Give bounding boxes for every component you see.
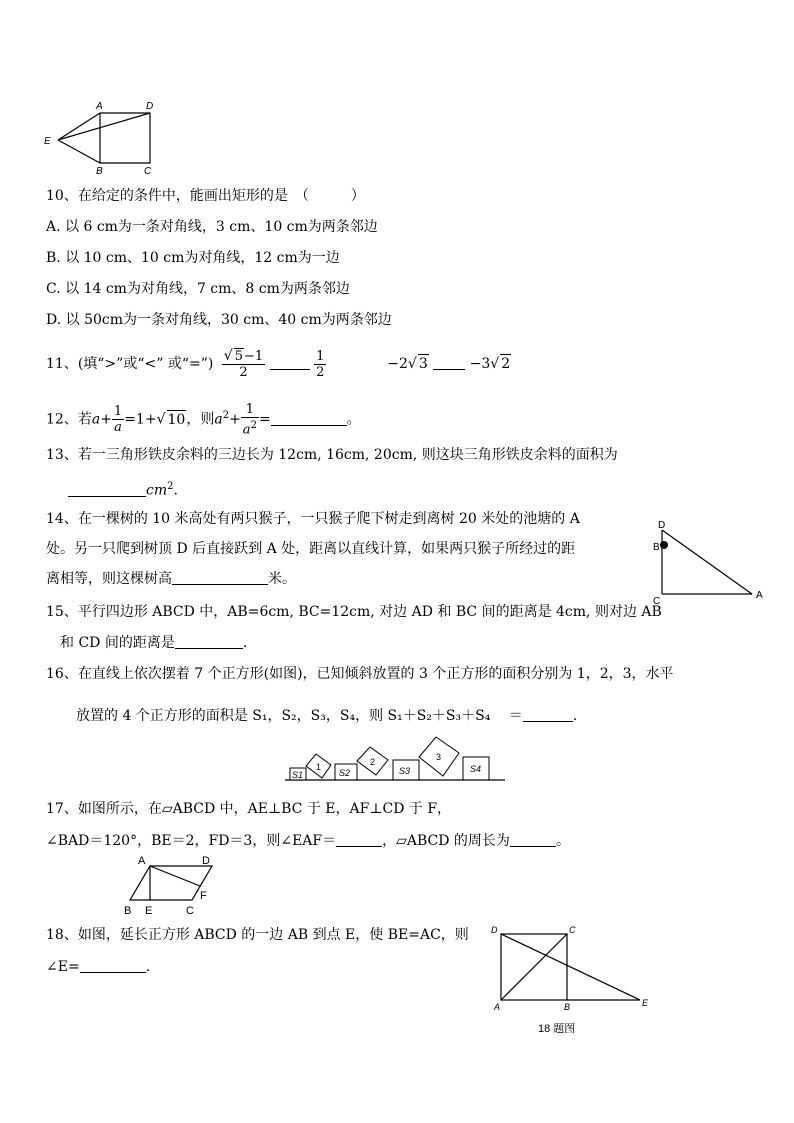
q12-frac2-den-exp: 2: [250, 420, 257, 431]
q14-figure-label-c: C: [653, 596, 661, 607]
q13-answer-line: [68, 478, 178, 500]
q12-line: 12、若a+ $\frac{1}{a}$ =1+√ 10，则$a^2+$ $\frac{1}{a^2}$ = 。: [46, 402, 361, 438]
q11-frac2: [314, 349, 326, 380]
q17-figure-label-f: F: [200, 890, 207, 902]
q17-figure-label-a: A: [138, 855, 146, 867]
q17-line1: 17、如图所示，在▱ABCD 中，AE⊥BC 于 E，AF⊥CD 于 F，: [46, 801, 452, 817]
q14-figure: [648, 516, 768, 608]
q16-line2-suffix: .: [572, 708, 578, 724]
q16-line1: 16、在直线上依次摆着 7 个正方形(如图)，已知倾斜放置的 3 个正方形的面积分别为 1，2，3，水平: [46, 666, 674, 682]
q16-figure-label-1: 1: [316, 762, 322, 772]
q14-line3-prefix: 离相等，则这棵树高: [46, 571, 172, 587]
top-figure-label-e: E: [44, 136, 51, 147]
q17-line2-c: 。: [555, 833, 570, 849]
q12-frac2-den-var: a: [242, 422, 251, 438]
top-figure-label-b: B: [96, 166, 103, 176]
q10-option-a: A. 以 6 cm为一条对角线，3 cm、10 cm为两条邻边: [46, 219, 378, 235]
q16-figure-label-s3: S3: [399, 766, 411, 776]
q14-line3: [46, 570, 296, 588]
q11-blank-2[interactable]: [433, 355, 465, 370]
q16-blank[interactable]: [523, 707, 573, 722]
q13-unit: cm: [146, 482, 168, 499]
q18-figure-label-d: D: [491, 925, 498, 935]
q17-figure-label-c: C: [186, 905, 194, 917]
top-figure-label-c: C: [144, 166, 152, 176]
q11-frac1-num-tail: −1: [243, 349, 264, 364]
q18-figure: [488, 920, 658, 1014]
q18-blank[interactable]: [80, 958, 146, 973]
q17-line2: [46, 832, 570, 850]
q12-frac2: [241, 402, 259, 437]
q17-figure-label-e: E: [145, 905, 153, 917]
top-figure: [40, 98, 170, 176]
q14-figure-label-b: B: [653, 542, 660, 553]
q13-end: .: [173, 482, 178, 499]
q18-line2-suffix: .: [145, 959, 151, 975]
q16-line2-prefix: 放置的 4 个正方形的面积是 S₁，S₂，S₃，S₄，则 S₁＋S₂＋S₃＋S₄ ＝: [76, 708, 523, 724]
q12-prefix: 12、若: [46, 411, 92, 428]
q18-figure-label-b: B: [564, 1002, 571, 1012]
q15-line2-prefix: 和 CD 间的距离是: [60, 635, 175, 651]
q14-figure-label-d: D: [658, 520, 666, 531]
q11-frac1-radicand: 5: [234, 349, 243, 364]
q14-line3-suffix: 米。: [268, 571, 296, 587]
q11-frac2-den: 2: [316, 364, 325, 380]
q16-line2: [76, 707, 577, 725]
q13-unit-exp: 2: [167, 481, 174, 492]
q17-blank-2[interactable]: [510, 832, 556, 847]
q14-line1: 14、在一棵树的 10 米高处有两只猴子，一只猴子爬下树走到离树 20 米处的池塘的 A: [46, 511, 580, 527]
q12-plus2: +: [229, 411, 241, 428]
q11-prefix: 11、(填“>”或“<” 或“=”): [46, 356, 214, 372]
q14-line2: 处。另一只爬到树顶 D 后直接跃到 A 处，距离以直线计算，如果两只猴子所经过的距: [46, 541, 576, 557]
q13-text: 13、若一三角形铁皮余料的三边长为 12cm, 16cm, 20cm, 则这块三角形铁皮余料的面积为: [46, 447, 618, 463]
q12-mid: ，则: [186, 411, 215, 428]
q15-blank[interactable]: [175, 634, 243, 649]
q14-blank[interactable]: [172, 570, 268, 585]
q16-figure-label-s2: S2: [339, 768, 351, 778]
q12-blank[interactable]: [271, 411, 347, 426]
q12-var: a: [91, 411, 101, 428]
q10-option-c: C. 以 14 cm为对角线，7 cm、8 cm为两条邻边: [46, 281, 350, 297]
q18-figure-label-a: A: [494, 1002, 501, 1012]
q17-line2-b: ，▱ABCD 的周长为: [382, 833, 510, 849]
q14-figure-label-a: A: [756, 590, 763, 601]
q12-var2: a: [214, 411, 223, 428]
q18-line2: [46, 958, 150, 976]
q11-frac1-den: 2: [239, 365, 248, 380]
top-figure-label-d: D: [146, 101, 154, 112]
q16-figure-label-3: 3: [436, 752, 442, 762]
q15-line1: 15、平行四边形 ABCD 中，AB=6cm, BC=12cm, 对边 AD 和 BC 间的距离是 4cm, 则对边 AB: [46, 604, 662, 620]
q13-blank[interactable]: [68, 482, 146, 497]
q12-eq-part: =1+: [124, 411, 157, 428]
q18-caption: 18 题图: [538, 1023, 576, 1035]
q11-expr2-right-rad: 2: [501, 356, 511, 372]
q16-figure: [285, 733, 507, 785]
q15-line2: [60, 634, 247, 652]
q12-frac-num: 1: [113, 404, 123, 420]
q11-expr2-left-rad: 3: [418, 356, 428, 372]
q11-frac2-num: 1: [316, 348, 325, 364]
q12-end: 。: [346, 411, 361, 428]
q10-stem: 10、在给定的条件中，能画出矩形的是 （ ）: [46, 188, 365, 204]
q11-expr2-right: −3: [469, 356, 491, 372]
q12-frac-den: a: [114, 420, 122, 436]
q10-option-b: B. 以 10 cm、10 cm为对角线，12 cm为一边: [46, 250, 340, 266]
q16-figure-label-s1: S1: [292, 770, 304, 780]
q18-line1: 18、如图，延长正方形 ABCD 的一边 AB 到点 E，使 BE=AC，则: [46, 927, 469, 943]
q17-blank-1[interactable]: [336, 832, 382, 847]
top-figure-label-a: A: [96, 101, 103, 112]
q12-rad: 10: [167, 411, 186, 428]
q11-blank-1[interactable]: [270, 355, 310, 370]
q18-figure-label-e: E: [642, 998, 649, 1008]
q17-figure: [118, 852, 228, 918]
q18-line2-prefix: ∠E=: [46, 959, 80, 975]
q16-figure-label-2: 2: [370, 757, 376, 767]
q12-suffix: =: [258, 411, 271, 428]
q17-line2-a: ∠BAD＝120°，BE＝2，FD＝3，则∠EAF＝: [46, 833, 337, 849]
q18-figure-label-c: C: [569, 925, 576, 935]
q16-figure-label-s4: S4: [470, 764, 482, 774]
q11-line: 11、(填“>”或“<” 或“=”) $\frac{√ 5-1}{2}$ $\frac{1}{2}$ −2√ 3 −3√ 2: [46, 348, 511, 380]
q12-plus: +: [100, 411, 112, 428]
q10-option-d: D. 以 50cm为一条对角线，30 cm、40 cm为两条邻边: [46, 312, 392, 328]
q17-figure-label-b: B: [124, 905, 132, 917]
q17-figure-label-d: D: [202, 855, 210, 867]
q12-frac2-num: 1: [241, 402, 259, 418]
q11-expr2-left: −2: [387, 356, 408, 372]
q15-line2-suffix: .: [242, 635, 248, 651]
q12-frac: [112, 404, 124, 435]
q11-frac1: $\frac{√ 5-1}{2}$: [223, 348, 264, 380]
q12-exp: 2: [222, 410, 230, 422]
